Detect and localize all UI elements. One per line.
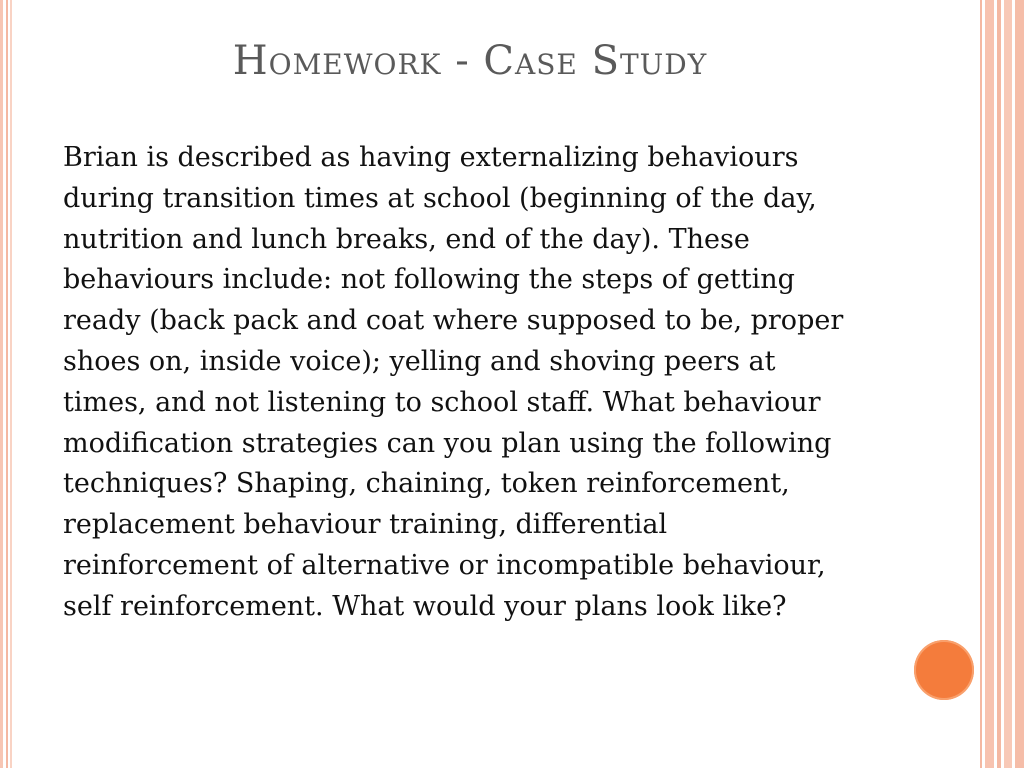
body-line: modification strategies can you plan using the following	[63, 427, 832, 459]
body-line: during transition times at school (beginning of the day,	[63, 182, 817, 214]
body-line: replacement behaviour training, differential	[63, 509, 668, 541]
right-border-stripe	[997, 0, 1001, 768]
right-border-stripe	[980, 0, 982, 768]
body-line: self reinforcement. What would your plans look like?	[63, 590, 787, 622]
body-line: techniques? Shaping, chaining, token reinforcement,	[63, 468, 790, 500]
body-line: ready (back pack and coat where supposed to be, proper	[63, 305, 844, 337]
right-border-stripe	[1004, 0, 1012, 768]
slide-title: Homework - Case Study	[232, 38, 708, 84]
left-border-stripe	[10, 0, 12, 768]
left-border-stripe	[0, 0, 3, 768]
body-line: shoes on, inside voice); yelling and shoving peers at	[63, 345, 776, 377]
body-line: times, and not listening to school staff. What behaviour	[63, 386, 821, 418]
right-border-stripe	[985, 0, 994, 768]
body-line: behaviours include: not following the steps of getting	[63, 264, 795, 296]
body-line: reinforcement of alternative or incompatible behaviour,	[63, 549, 826, 581]
slide-body	[63, 138, 953, 628]
body-line: nutrition and lunch breaks, end of the day). These	[63, 223, 750, 255]
left-border-stripe	[6, 0, 8, 768]
orange-circle-decoration	[914, 640, 974, 700]
body-line: Brian is described as having externalizing behaviours	[63, 142, 799, 173]
right-border-stripe	[1015, 0, 1024, 768]
